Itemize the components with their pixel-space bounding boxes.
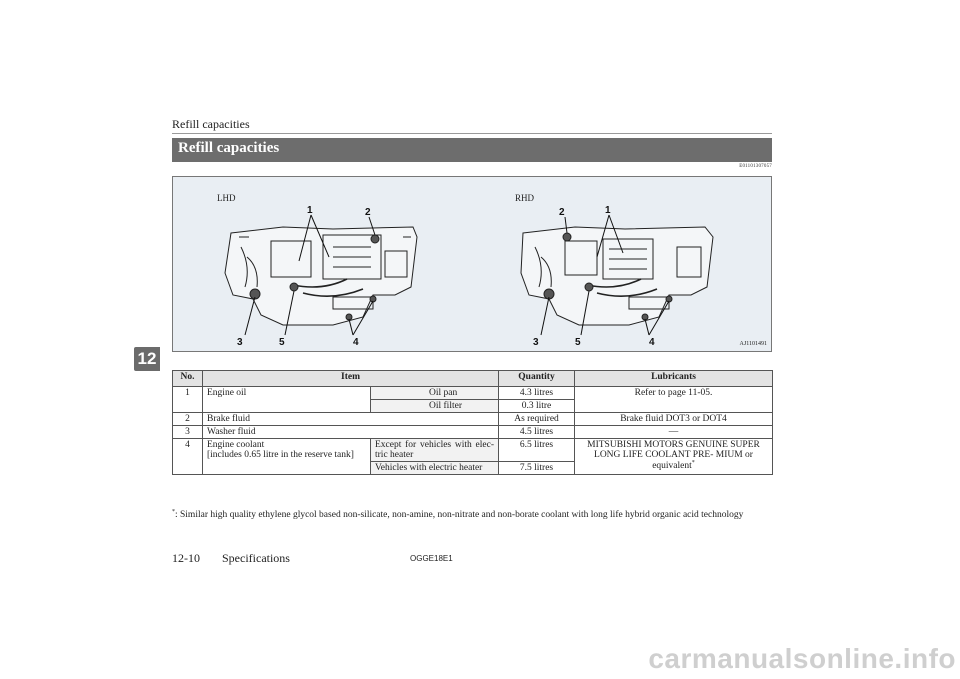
lhd-callout-3: 3 xyxy=(237,337,243,348)
row-subitem: Vehicles with electric heater xyxy=(371,462,499,475)
header-rule xyxy=(172,133,772,134)
rhd-callout-3: 3 xyxy=(533,337,539,348)
row-no: 4 xyxy=(173,439,203,475)
table-row xyxy=(173,439,773,462)
row-lubricant: Brake fluid DOT3 or DOT4 xyxy=(575,413,773,426)
page-number: 12-10 xyxy=(172,551,200,565)
lhd-callout-5: 5 xyxy=(279,337,285,348)
running-head: Refill capacities xyxy=(172,117,250,131)
rhd-callout-5: 5 xyxy=(575,337,581,348)
row-no: 3 xyxy=(173,426,203,439)
row-subitem: Oil pan xyxy=(371,387,499,400)
rhd-callout-4: 4 xyxy=(649,337,655,348)
row-item: Washer fluid xyxy=(203,426,499,439)
row-quantity: 6.5 litres xyxy=(499,439,575,462)
row-no: 2 xyxy=(173,413,203,426)
row-item: Engine oil xyxy=(203,387,371,413)
header-item: Item xyxy=(203,371,499,387)
document-code: OGGE18E1 xyxy=(410,554,453,563)
table-row xyxy=(173,387,773,400)
row-lubricant-cell xyxy=(575,439,773,475)
rhd-callout-2: 2 xyxy=(559,207,565,218)
engine-bay-illustration xyxy=(173,177,771,351)
row-item-note: [includes 0.65 litre in the reserve tank] xyxy=(207,450,354,460)
header-no: No. xyxy=(173,371,203,387)
section-code: E01101307057 xyxy=(739,164,772,169)
row-no: 1 xyxy=(173,387,203,413)
row-subitem: Except for vehicles with elec- tric heater xyxy=(371,439,499,462)
row-quantity: 7.5 litres xyxy=(499,462,575,475)
rhd-label: RHD xyxy=(515,193,535,203)
watermark: carmanualsonline.info xyxy=(648,643,956,674)
refill-capacities-table xyxy=(172,370,773,475)
figure-code: AJ1101491 xyxy=(739,341,767,347)
row-subitem: Oil filter xyxy=(371,400,499,413)
header-quantity: Quantity xyxy=(499,371,575,387)
engine-bay-figure xyxy=(172,176,772,352)
lhd-callout-2: 2 xyxy=(365,207,371,218)
row-lubricant: MITSUBISHI MOTORS GENUINE SUPER LONG LIFE COOLANT PRE- MIUM or equivalent xyxy=(587,440,760,472)
footnote xyxy=(172,506,772,522)
section-title: Refill capacities xyxy=(178,140,280,156)
row-item-cell xyxy=(203,439,371,475)
row-lubricant: — xyxy=(575,426,773,439)
row-quantity: 4.5 litres xyxy=(499,426,575,439)
row-quantity: 0.3 litre xyxy=(499,400,575,413)
footnote-text: : Similar high quality ethylene glycol based non-silicate, non-amine, non-nitrate and non-borate coolant with long life hybrid organic acid technology xyxy=(175,510,744,521)
row-item: Brake fluid xyxy=(203,413,499,426)
row-lubricant: Refer to page 11-05. xyxy=(575,387,773,413)
chapter-title: Specifications xyxy=(222,551,290,565)
chapter-tab: 12 xyxy=(134,347,160,371)
table-row xyxy=(173,413,773,426)
footnote-mark: * xyxy=(691,460,695,466)
lhd-engine-drawing xyxy=(225,227,417,325)
row-quantity: As required xyxy=(499,413,575,426)
lhd-callout-1: 1 xyxy=(307,205,313,216)
lhd-callout-4: 4 xyxy=(353,337,359,348)
section-title-bar xyxy=(172,138,772,162)
table-row xyxy=(173,426,773,439)
row-quantity: 4.3 litres xyxy=(499,387,575,400)
rhd-callout-1: 1 xyxy=(605,205,611,216)
table-header-row xyxy=(173,371,773,387)
footnote-mark: * xyxy=(172,509,175,515)
row-item: Engine coolant xyxy=(207,440,265,450)
lhd-label: LHD xyxy=(217,193,236,203)
header-lubricants: Lubricants xyxy=(575,371,773,387)
rhd-engine-drawing xyxy=(521,227,713,325)
